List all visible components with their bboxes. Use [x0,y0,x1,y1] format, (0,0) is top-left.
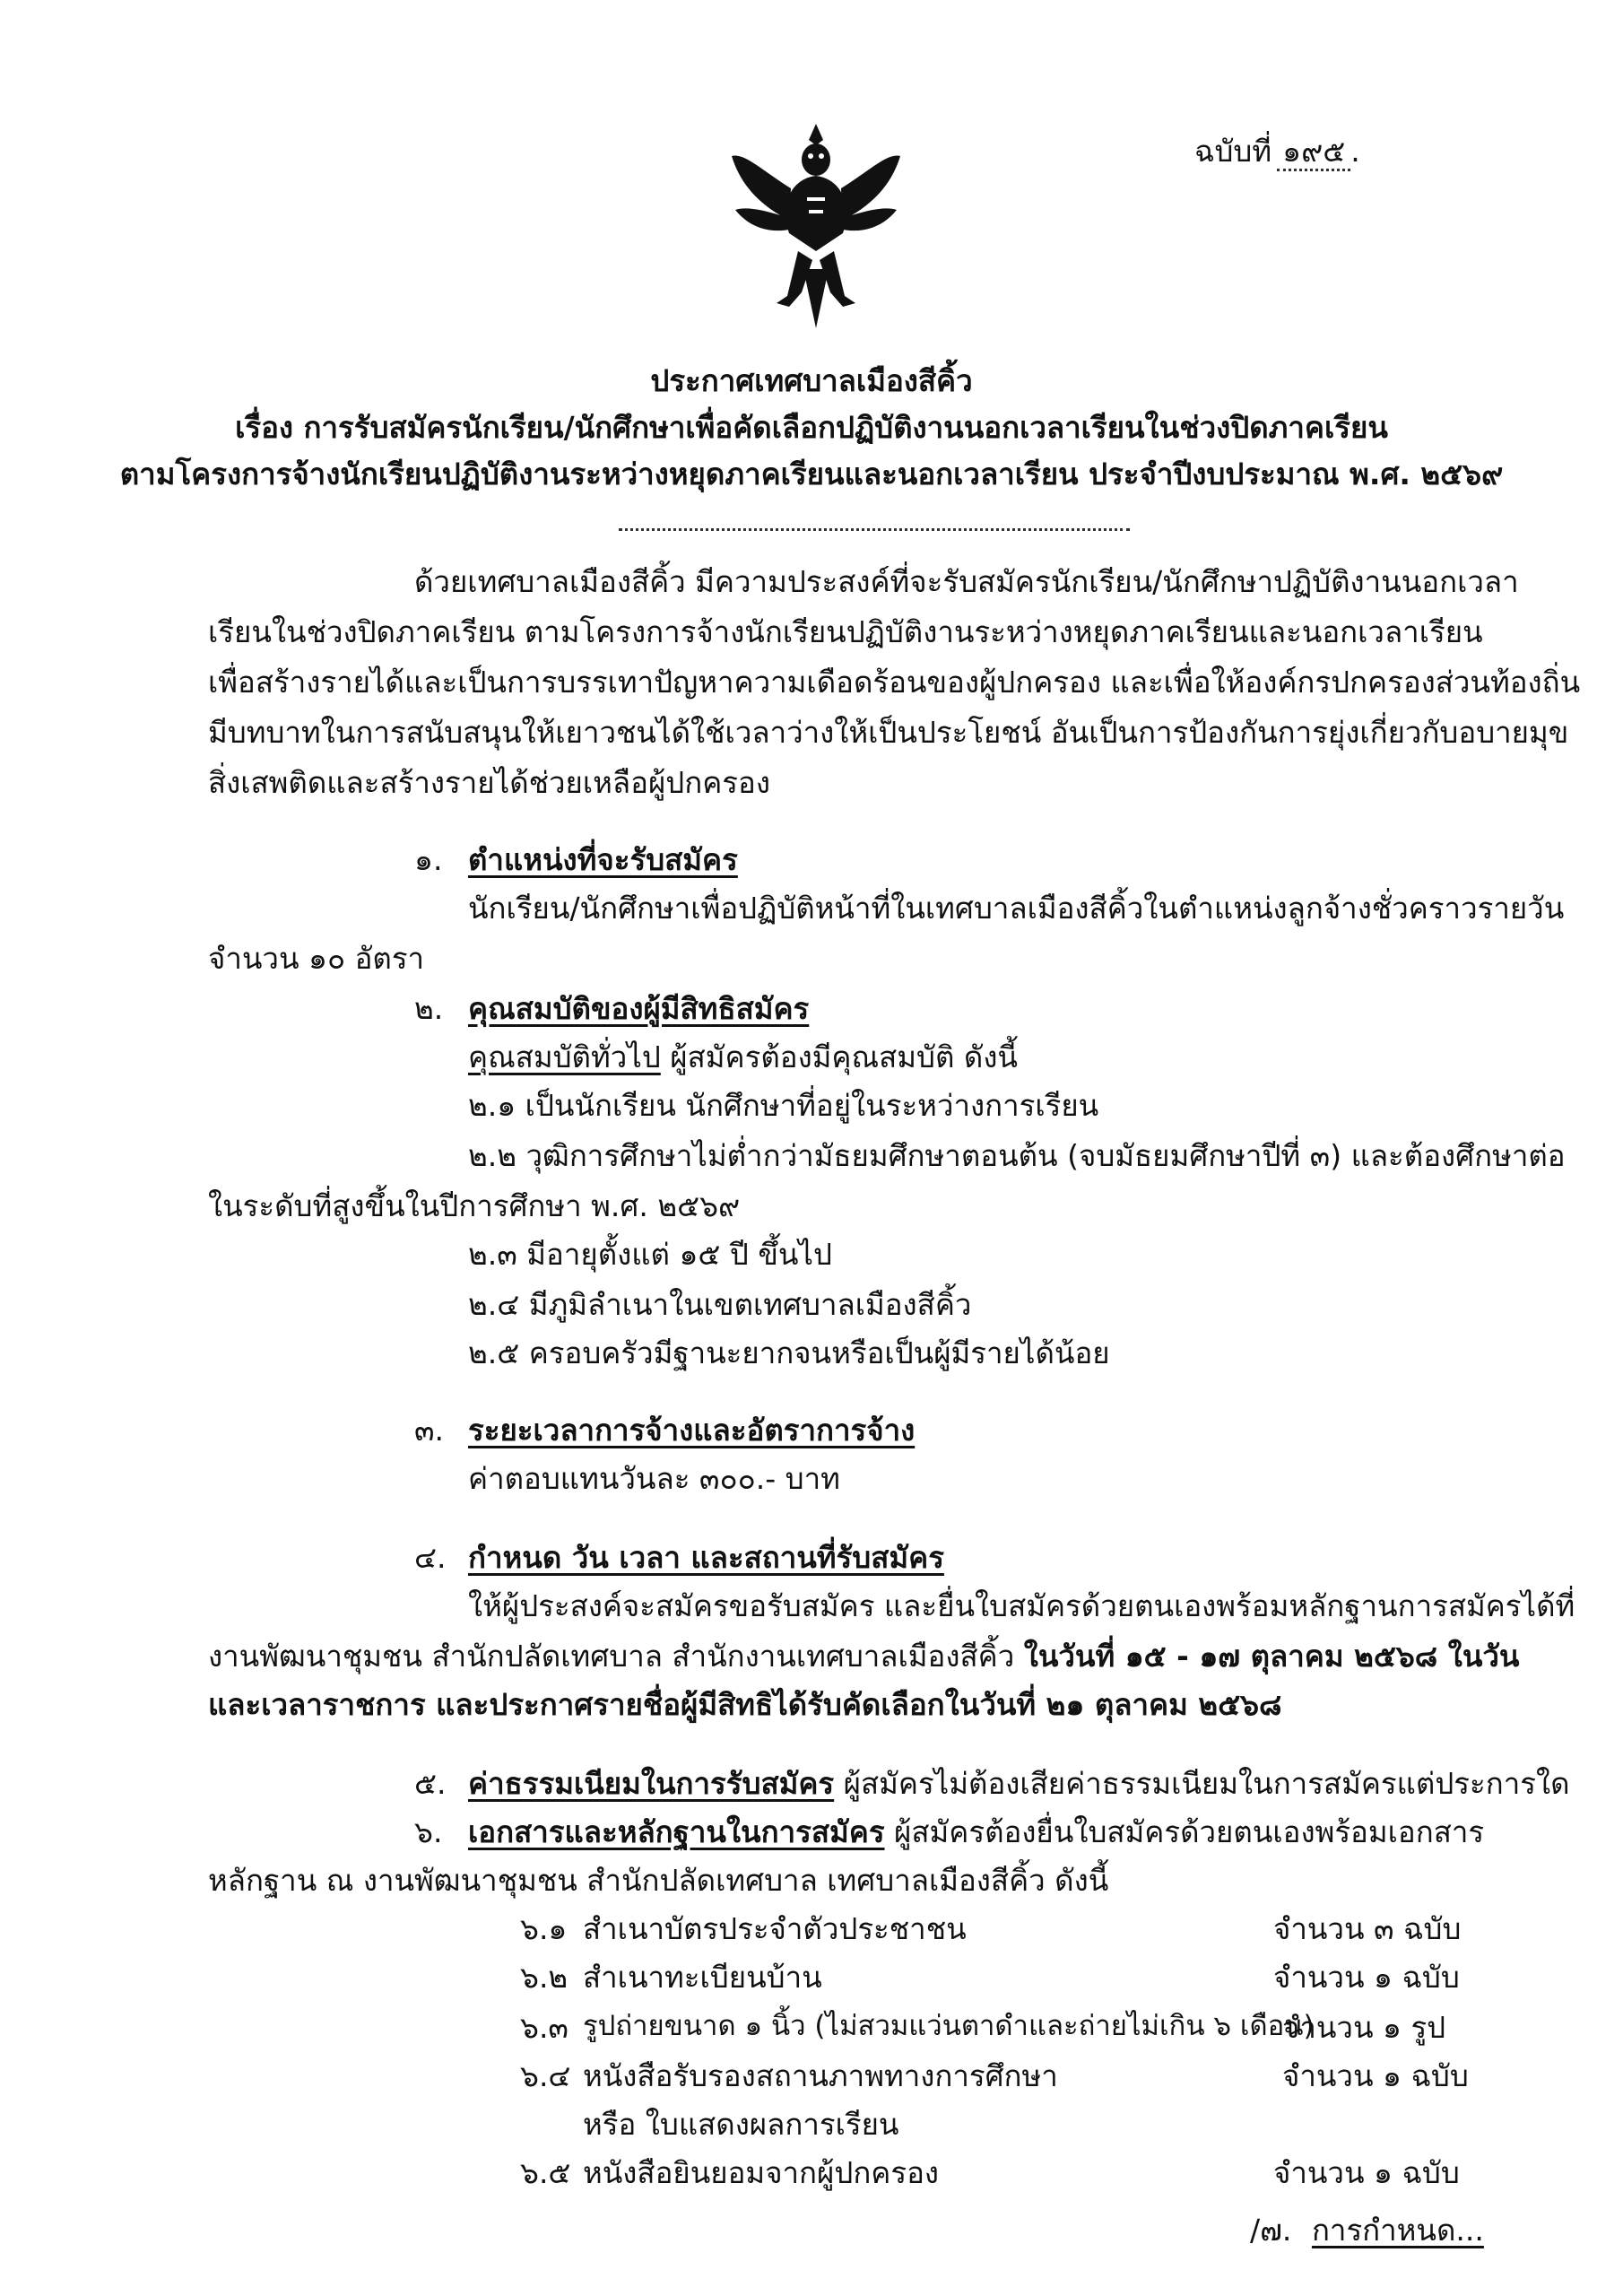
section-1-text: จำนวน ๑๐ อัตรา [208,941,425,976]
section-4-text: และเวลาราชการ และประกาศรายชื่อผู้มีสิทธิได้รับคัดเลือกในวันที่ ๒๑ ตุลาคม ๒๕๖๘ [208,1687,1282,1722]
document-item-number: ๖.๑ [520,1911,568,1946]
document-item-name: สำเนาทะเบียนบ้าน [583,1960,822,1995]
section-4-heading: กำหนด วัน เวลา และสถานที่รับสมัคร [468,1540,944,1575]
section-5-number: ๕. [414,1766,447,1801]
section-1-heading: ตำแหน่งที่จะรับสมัคร [468,842,738,877]
section-6-number: ๖. [414,1814,443,1849]
issue-number: ฉบับที่ ๑๙๕ . [1194,133,1360,170]
qualification-item: ๒.๑ เป็นนักเรียน นักศึกษาที่อยู่ในระหว่างการเรียน [468,1088,1099,1123]
announcement-org-title: ประกาศเทศบาลเมืองสีคิ้ว [650,363,973,398]
qualification-item: ๒.๓ มีอายุตั้งแต่ ๑๕ ปี ขึ้นไป [468,1237,832,1272]
section-4-number: ๔. [414,1540,447,1575]
section-2-heading: คุณสมบัติของผู้มีสิทธิสมัคร [468,991,810,1026]
document-item-qty: จำนวน ๓ ฉบับ [1273,1911,1462,1946]
announcement-subject-line2: ตามโครงการจ้างนักเรียนปฏิบัติงานระหว่างหยุดภาคเรียนและนอกเวลาเรียน ประจำปีงบประมาณ พ.ศ. ๒๕๖๙ [119,457,1504,491]
section-2-general: คุณสมบัติทั่วไป ผู้สมัครต้องมีคุณสมบัติ ดังนี้ [468,1039,1018,1074]
section-3-heading: ระยะเวลาการจ้างและอัตราการจ้าง [468,1413,916,1448]
section-3-text: ค่าตอบแทนวันละ ๓๐๐.- บาท [468,1461,840,1496]
intro-line: เพื่อสร้างรายได้และเป็นการบรรเทาปัญหาความเดือดร้อนของผู้ปกครอง และเพื่อให้องค์กรปกครองส่วนท้องถิ่น [208,665,1581,700]
title-divider [619,528,1130,531]
page-continuation: /๗. การกำหนด... [1250,2213,1484,2248]
document-item-name: สำเนาบัตรประจำตัวประชาชน [583,1911,967,1946]
announcement-subject-line1: เรื่อง การรับสมัครนักเรียน/นักศึกษาเพื่อคัดเลือกปฏิบัติงานนอกเวลาเรียนในช่วงปิดภาคเรียน [235,410,1388,445]
qualification-item: ๒.๕ ครอบครัวมีฐานะยากจนหรือเป็นผู้มีรายได้น้อย [468,1335,1110,1370]
document-item-name: หรือ ใบแสดงผลการเรียน [583,2107,899,2142]
section-3-number: ๓. [414,1413,445,1448]
section-2-number: ๒. [414,991,444,1026]
intro-line: สิ่งเสพติดและสร้างรายได้ช่วยเหลือผู้ปกครอง [208,765,770,800]
section-6-text: หลักฐาน ณ งานพัฒนาชุมชน สำนักปลัดเทศบาล เทศบาลเมืองสีคิ้ว ดังนี้ [208,1863,1109,1898]
intro-line: เรียนในช่วงปิดภาคเรียน ตามโครงการจ้างนักเรียนปฏิบัติงานระหว่างหยุดภาคเรียนและนอกเวลาเรียน [208,614,1483,649]
intro-line: มีบทบาทในการสนับสนุนให้เยาวชนได้ใช้เวลาว่างให้เป็นประโยชน์ อันเป็นการป้องกันการยุ่งเกี่ยวกับอบายมุข [208,715,1569,750]
document-item-qty: จำนวน ๑ รูป [1282,2010,1446,2045]
document-item-number: ๖.๕ [520,2155,571,2190]
document-item-name: หนังสือยินยอมจากผู้ปกครอง [583,2155,940,2190]
section-1-text: นักเรียน/นักศึกษาเพื่อปฏิบัติหน้าที่ในเทศบาลเมืองสีคิ้วในตำแหน่งลูกจ้างชั่วคราวรายวัน [468,891,1565,926]
document-item-number: ๖.๒ [520,1960,568,1995]
document-item-qty: จำนวน ๑ ฉบับ [1273,2155,1460,2190]
section-5-text: ค่าธรรมเนียมในการรับสมัคร ผู้สมัครไม่ต้องเสียค่าธรรมเนียมในการสมัครแต่ประการใด [468,1766,1570,1801]
document-item-qty: จำนวน ๑ ฉบับ [1282,2058,1469,2093]
garuda-emblem-icon [726,117,906,332]
qualification-item: ๒.๒ วุฒิการศึกษาไม่ต่ำกว่ามัธยมศึกษาตอนต้น (จบมัธยมศึกษาปีที่ ๓) และต้องศึกษาต่อ [468,1138,1566,1173]
document-item-name: หนังสือรับรองสถานภาพทางการศึกษา [583,2058,1058,2093]
intro-line: ด้วยเทศบาลเมืองสีคิ้ว มีความประสงค์ที่จะรับสมัครนักเรียน/นักศึกษาปฏิบัติงานนอกเวลา [414,564,1519,599]
document-item-name: รูปถ่ายขนาด ๑ นิ้ว (ไม่สวมแว่นตาดำและถ่ายไม่เกิน ๖ เดือน) [583,2010,1315,2042]
document-item-qty: จำนวน ๑ ฉบับ [1273,1960,1460,1995]
document-item-number: ๖.๓ [520,2010,568,2045]
qualification-item: ในระดับที่สูงขึ้นในปีการศึกษา พ.ศ. ๒๕๖๙ [208,1188,741,1223]
qualification-item: ๒.๔ มีภูมิลำเนาในเขตเทศบาลเมืองสีคิ้ว [468,1287,972,1322]
section-4-text: ให้ผู้ประสงค์จะสมัครขอรับสมัคร และยื่นใบสมัครด้วยตนเองพร้อมหลักฐานการสมัครได้ที่ [468,1588,1575,1623]
document-item-number: ๖.๔ [520,2058,571,2093]
section-1-number: ๑. [414,842,443,877]
section-4-text: งานพัฒนาชุมชน สำนักปลัดเทศบาล สำนักงานเทศบาลเมืองสีคิ้ว ในวันที่ ๑๕ - ๑๗ ตุลาคม ๒๕๖๘ ในวัน [208,1639,1520,1674]
section-6-text: เอกสารและหลักฐานในการสมัคร ผู้สมัครต้องยื่นใบสมัครด้วยตนเองพร้อมเอกสาร [468,1814,1485,1849]
